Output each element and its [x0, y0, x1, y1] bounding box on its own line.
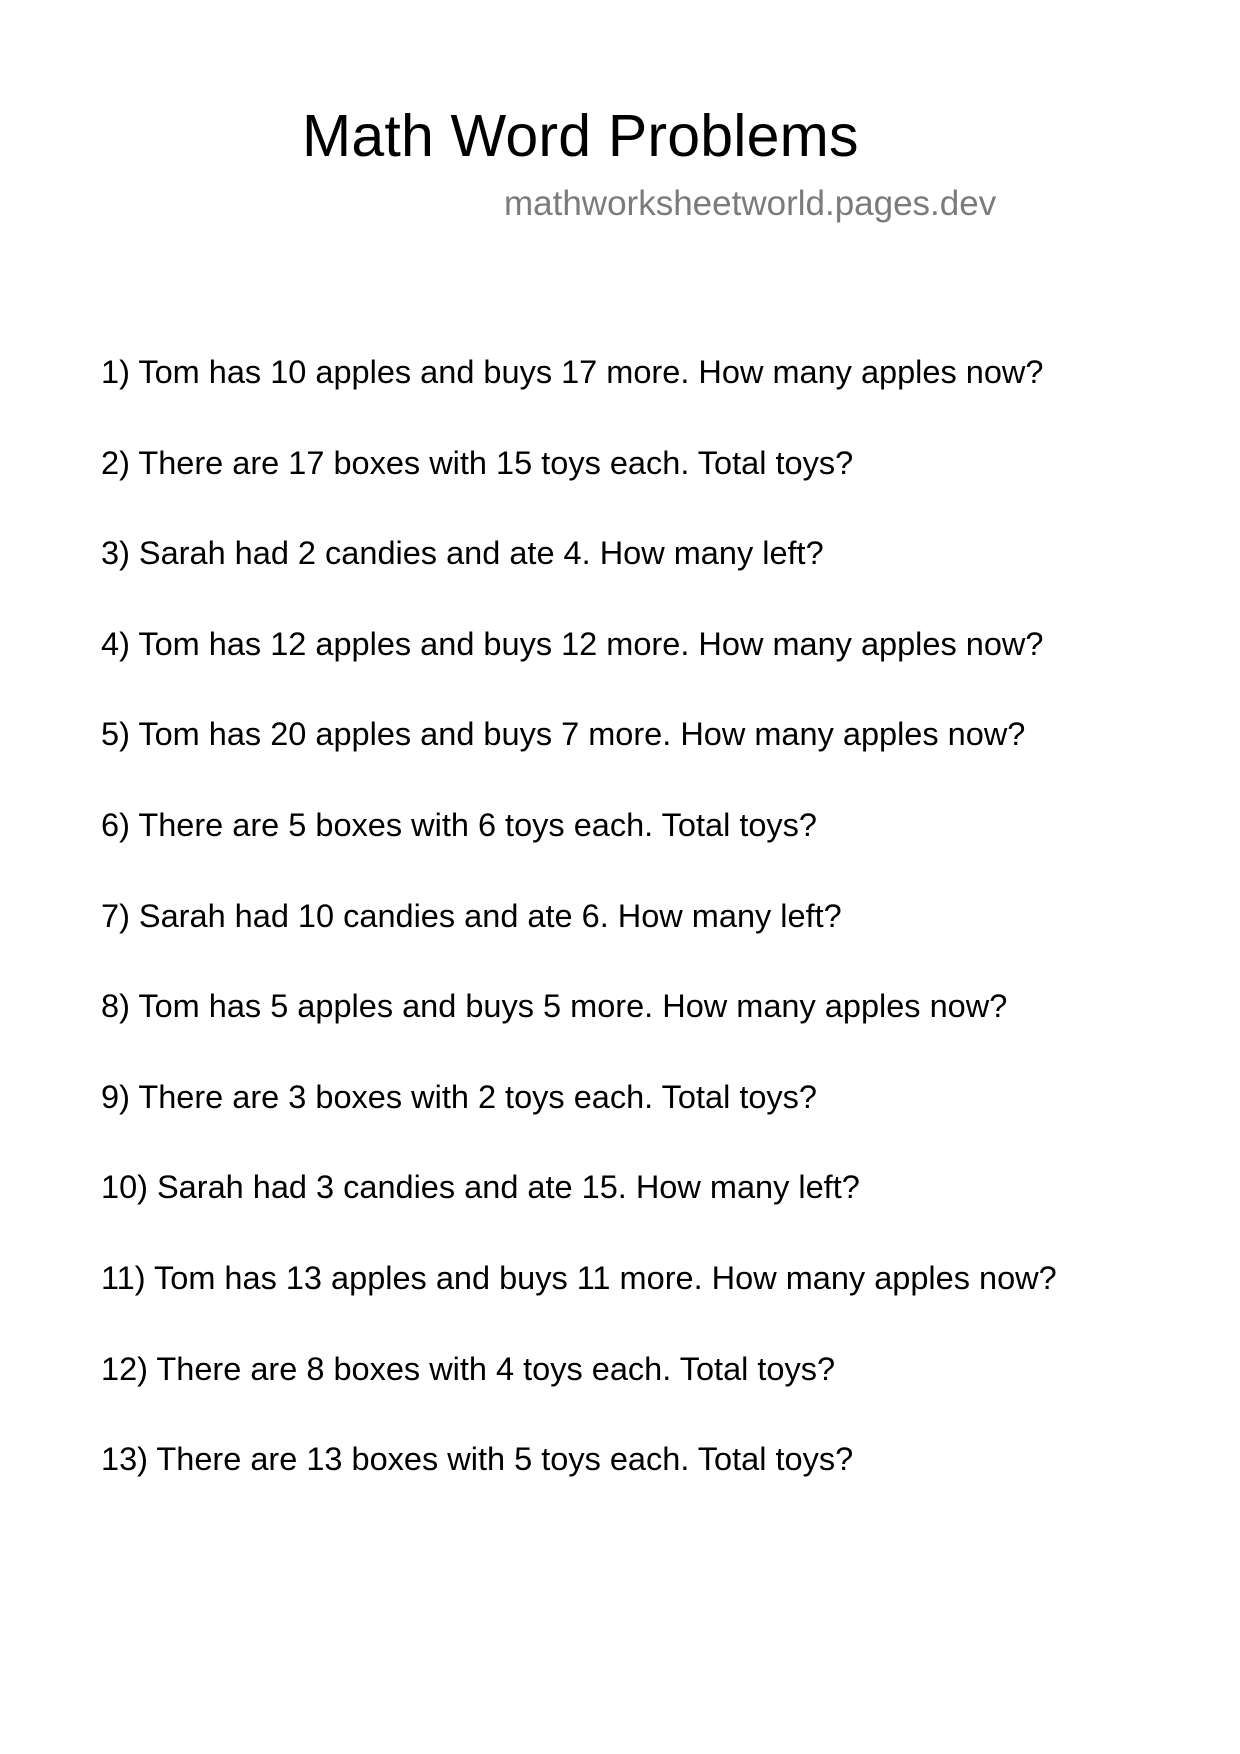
problem-item-4: 4) Tom has 12 apples and buys 12 more. How many apples now?: [101, 625, 1044, 662]
worksheet-title: Math Word Problems: [302, 103, 859, 169]
problem-item-9: 9) There are 3 boxes with 2 toys each. Total toys?: [101, 1078, 817, 1115]
problem-item-13: 13) There are 13 boxes with 5 toys each. Total toys?: [101, 1441, 854, 1478]
problem-list: [101, 350, 1057, 1528]
problem-item-6: 6) There are 5 boxes with 6 toys each. Total toys?: [101, 806, 817, 843]
problem-item-8: 8) Tom has 5 apples and buys 5 more. How many apples now?: [101, 988, 1008, 1025]
problem-item-1: 1) Tom has 10 apples and buys 17 more. How many apples now?: [101, 354, 1044, 390]
problem-item-11: 11) Tom has 13 apples and buys 11 more. How many apples now?: [101, 1259, 1057, 1296]
problem-item-10: 10) Sarah had 3 candies and ate 15. How many left?: [101, 1169, 860, 1206]
problem-item-3: 3) Sarah had 2 candies and ate 4. How many left?: [101, 535, 824, 572]
problem-item-5: 5) Tom has 20 apples and buys 7 more. How many apples now?: [101, 716, 1026, 753]
problem-item-12: 12) There are 8 boxes with 4 toys each. Total toys?: [101, 1350, 836, 1387]
problem-item-7: 7) Sarah had 10 candies and ate 6. How many left?: [101, 897, 842, 934]
problem-item-2: 2) There are 17 boxes with 15 toys each. Total toys?: [101, 444, 854, 481]
source-url: mathworksheetworld.pages.dev: [504, 184, 997, 223]
